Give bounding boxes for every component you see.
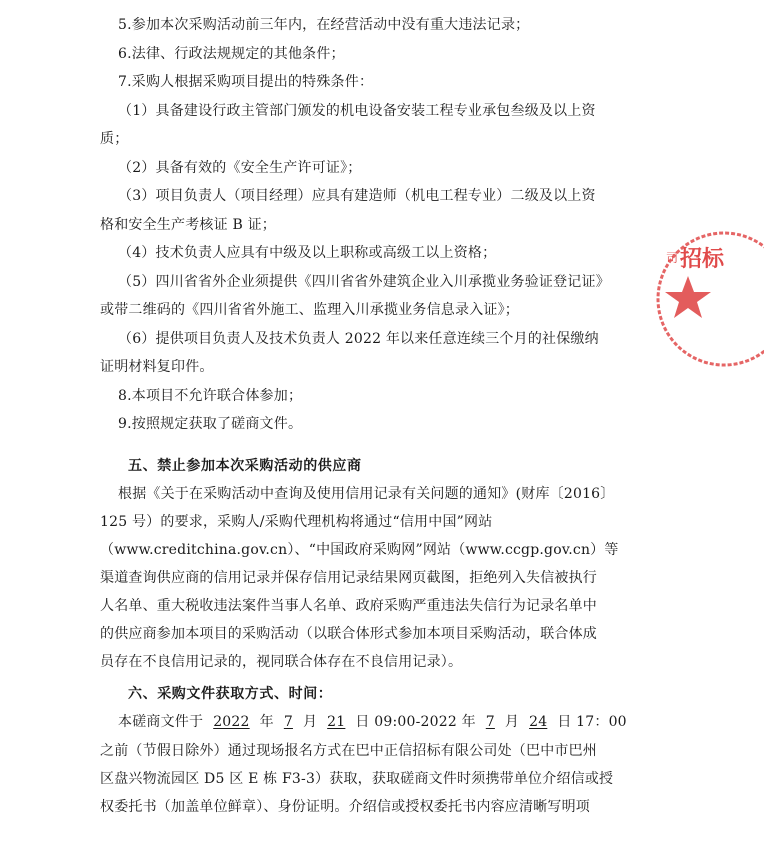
date-prefix: 本磋商文件于 (118, 714, 204, 730)
end-time-label: 日 17：00 (557, 714, 627, 730)
month-label: 月 (504, 714, 520, 730)
clause-6: 6.法律、行政法规规定的其他条件； (118, 46, 345, 62)
section-5-paragraph-line: 员存在不良信用记录的，视同联合体存在不良信用记录）。 (100, 654, 463, 670)
start-time-label: 日 09:00-2022 年 (355, 714, 476, 730)
condition-4: （4）技术负责人应具有中级及以上职称或高级工以上资格； (118, 245, 497, 261)
condition-5-line-2: 或带二维码的《四川省省外施工、监理入川承揽业务信息录入证》； (100, 302, 519, 318)
seal-text: 招标 (680, 247, 725, 272)
clause-5: 5.参加本次采购活动前三年内，在经营活动中没有重大违法记录； (118, 17, 530, 33)
section-6-paragraph-line: 权委托书（加盖单位鲜章）、身份证明。介绍信或授权委托书内容应清晰写明项 (100, 799, 590, 815)
end-day: 24 (529, 714, 548, 730)
company-seal-stamp (654, 224, 764, 374)
section-6-paragraph-line: 之前（节假日除外）通过现场报名方式在巴中正信招标有限公司处（巴中市巴州 (100, 743, 597, 759)
clause-7: 7.采购人根据采购项目提出的特殊条件： (118, 74, 374, 90)
section-5-paragraph-line: 的供应商参加本项目的采购活动（以联合体形式参加本项目采购活动，联合体成 (100, 626, 597, 642)
start-month: 7 (283, 714, 293, 730)
start-year: 2022 (213, 714, 250, 730)
section-6-date-line (118, 713, 627, 731)
month-label: 月 (302, 714, 318, 730)
section-6-paragraph-line: 区盘兴物流园区 D5 区 E 栋 F3-3）获取，获取磋商文件时须携带单位介绍信或授 (100, 771, 614, 787)
section-5-paragraph-line: 渠道查询供应商的信用记录并保存信用记录结果网页截图，拒绝列入失信被执行 (100, 570, 597, 586)
condition-6-line-1: （6）提供项目负责人及技术负责人 2022 年以来任意连续三个月的社保缴纳 (118, 331, 599, 347)
condition-3-line-1: （3）项目负责人（项目经理）应具有建造师（机电工程专业）二级及以上资 (118, 188, 596, 204)
clause-8: 8.本项目不允许联合体参加； (118, 388, 303, 404)
section-5-paragraph-line: 人名单、重大税收违法案件当事人名单、政府采购严重违法失信行为记录名单中 (100, 598, 597, 614)
start-day: 21 (327, 714, 346, 730)
condition-5-line-1: （5）四川省省外企业须提供《四川省省外建筑企业入川承揽业务验证登记证》 (118, 274, 610, 290)
condition-3-line-2: 格和安全生产考核证 B 证； (100, 217, 276, 233)
section-6-heading: 六、采购文件获取方式、时间： (128, 686, 333, 702)
section-5-heading: 五、禁止参加本次采购活动的供应商 (128, 458, 362, 474)
section-5-paragraph-line: （www.creditchina.gov.cn）、“中国政府采购网”网站（www.ccgp.gov.cn）等 (100, 542, 619, 558)
year-label: 年 (259, 714, 274, 730)
condition-6-line-2: 证明材料复印件。 (100, 359, 214, 375)
section-5-paragraph-line: 125 号）的要求，采购人/采购代理机构将通过“信用中国”网站 (100, 514, 493, 530)
svg-text:司: 司 (666, 251, 679, 265)
section-5-paragraph-line: 根据《关于在采购活动中查询及使用信用记录有关问题的通知》(财库〔2016〕 (118, 486, 615, 502)
condition-2: （2）具备有效的《安全生产许可证》； (118, 160, 362, 176)
condition-1-line-1: （1）具备建设行政主管部门颁发的机电设备安装工程专业承包叁级及以上资 (118, 103, 596, 119)
condition-1-line-2: 质； (100, 131, 129, 147)
clause-9: 9.按照规定获取了磋商文件。 (118, 416, 303, 432)
end-month: 7 (485, 714, 495, 730)
star-icon (665, 276, 711, 318)
